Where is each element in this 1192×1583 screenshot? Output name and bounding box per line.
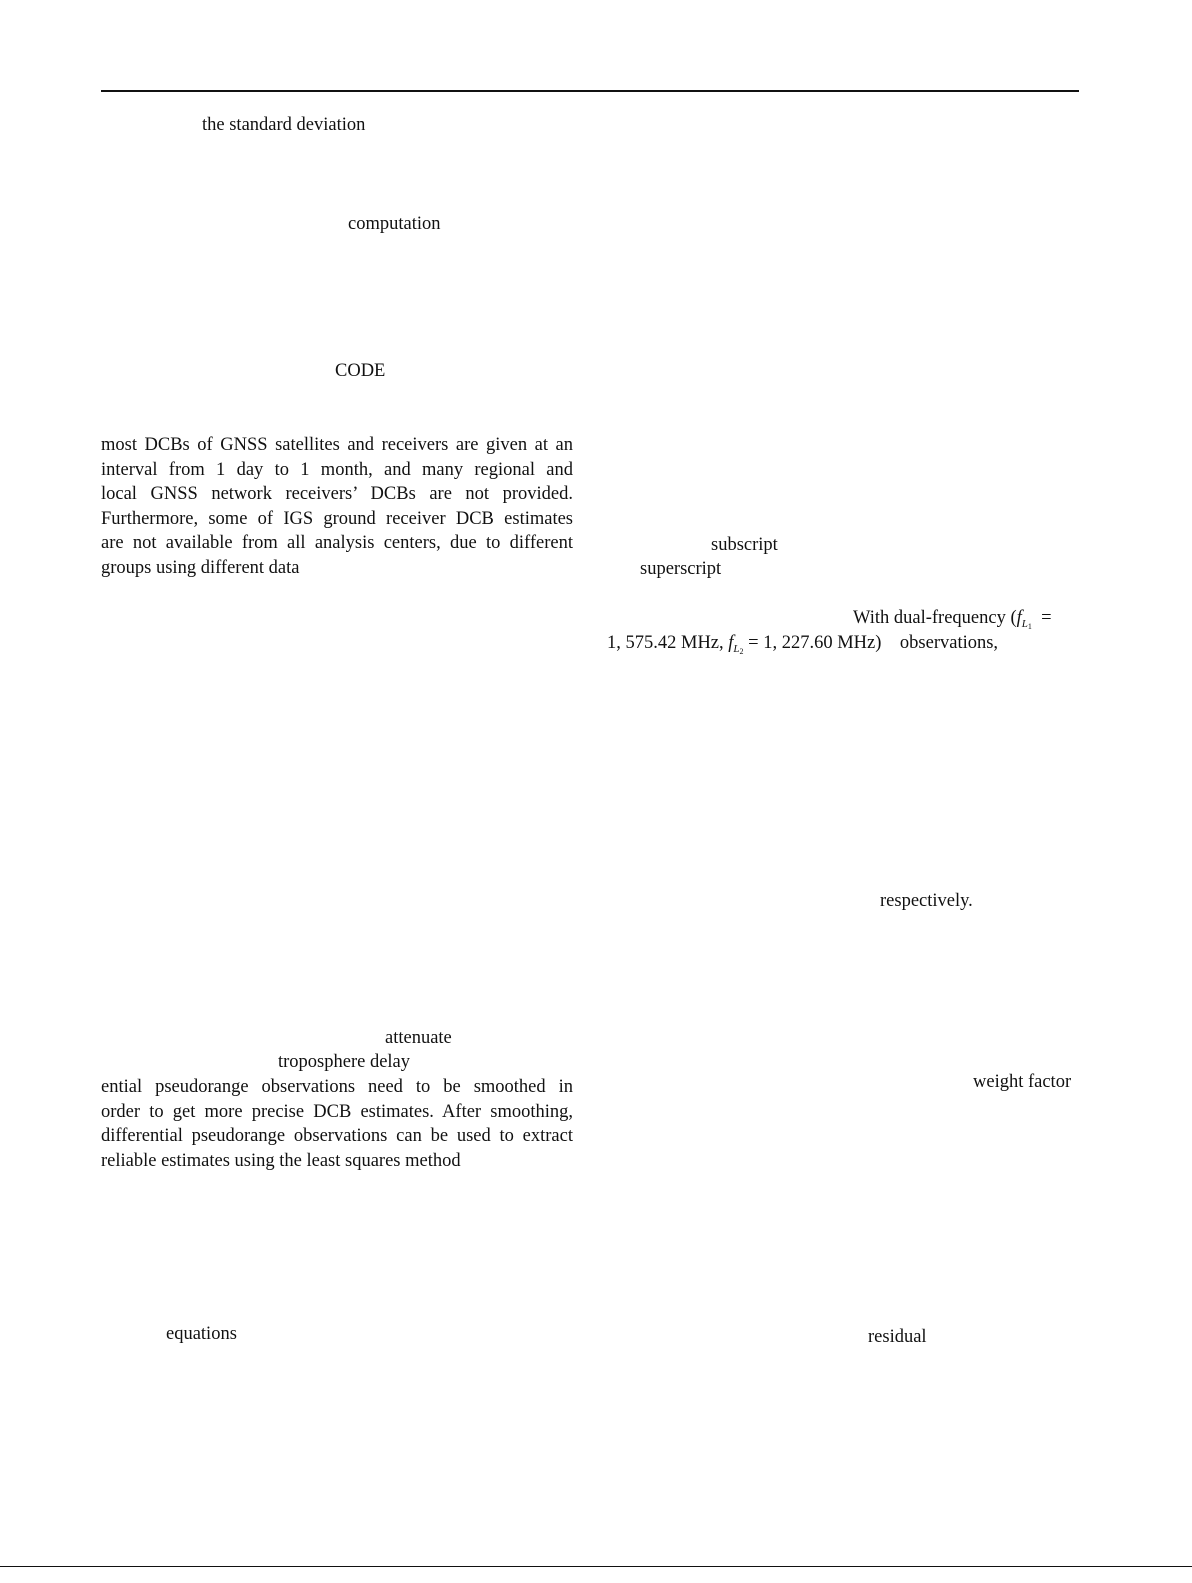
dual-frequency-line-2: 1, 575.42 MHz, $f_{L2} = 1$, 227.60 MHz) observations, [607,633,999,656]
word-subscript: subscript [711,535,778,555]
word-equations: equations [166,1324,237,1344]
dual-frequency-lead: With dual-frequency [853,608,1006,628]
word-computation: computation [348,214,441,234]
word-troposphere-delay: troposphere delay [278,1052,411,1072]
word-respectively: respectively. [880,891,973,911]
dual-frequency-tail: observations, [899,633,999,653]
text-line: reliable estimates using the least squares method [101,1150,461,1171]
text-line: interval from 1 day to 1 month, and many regional and [101,459,573,480]
text-line: local GNSS network receivers’ DCBs are not provided. [101,484,573,505]
dual-frequency-line-1: With dual-frequency ($f_{L1}$ = [853,608,1052,631]
paragraph-dcb-availability [101,433,573,581]
footer-rule [0,1566,1192,1567]
text-line: are not available from all analysis centers, due to different [101,533,573,554]
text-line: ential pseudorange observations need to be smoothed in [101,1077,573,1097]
f2-value: 1, 227.60 MHz) [763,633,882,653]
text-line: most DCBs of GNSS satellites and receivers are given at an [101,435,573,455]
word-code: CODE [335,361,386,381]
word-residual: residual [868,1327,927,1347]
text-line: Furthermore, some of IGS ground receiver DCB estimates [101,508,573,529]
f1-value: 1, 575.42 MHz, [607,633,724,653]
word-standard-deviation: the standard deviation [202,115,366,135]
text-line: differential pseudorange observations can be used to extract [101,1126,573,1147]
word-attenuate: attenuate [385,1028,452,1048]
header-rule [101,90,1079,92]
text-line: groups using different data [101,557,300,578]
word-superscript: superscript [640,559,722,579]
paragraph-smoothing [101,1075,573,1173]
text-line: order to get more precise DCB estimates. After smoothing, [101,1101,573,1122]
word-weight-factor: weight factor [973,1072,1072,1092]
